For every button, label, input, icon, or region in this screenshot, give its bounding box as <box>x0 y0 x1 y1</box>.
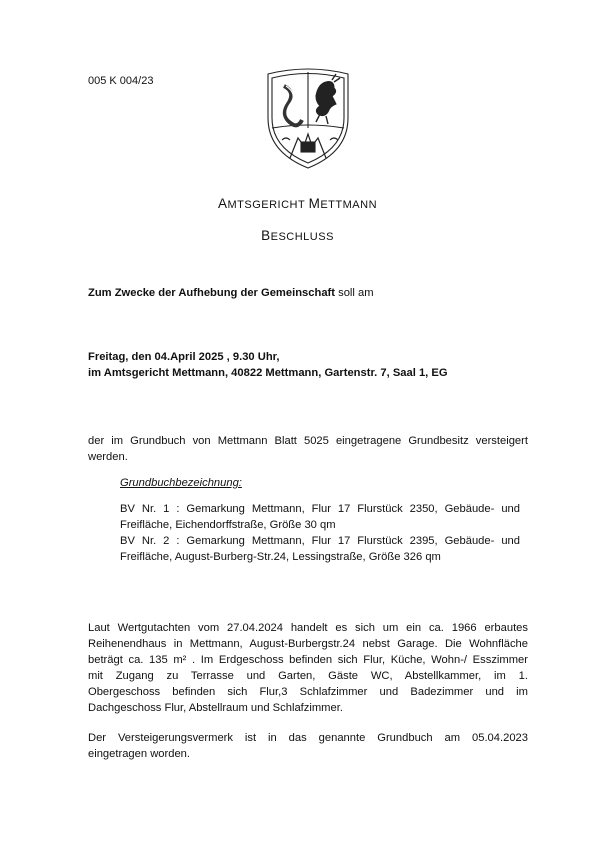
land-register-paragraph: der im Grundbuch von Mettmann Blatt 5025 eingetragene Grundbesitz versteigert werden. <box>88 435 528 463</box>
court-name: AMTSGERICHT METTMANN <box>217 196 378 211</box>
purpose-statement: Zum Zwecke der Aufhebung der Gemeinschaft soll am <box>88 287 374 299</box>
document-title: BESCHLUSS <box>261 228 334 243</box>
auction-location: im Amtsgericht Mettmann, 40822 Mettmann, Gartenstr. 7, Saal 1, EG <box>88 367 448 379</box>
appraisal-paragraph: Laut Wertgutachten vom 27.04.2024 handelt es sich um ein ca. 1966 erbautes Reihenendhaus in Mettmann, August-Burbergstr.24 nebst Garage. Die Wohnfläche beträgt ca. 135 m² . Im Erdgeschoss befinden sich Flur, Küche, Wohn-/ Esszimmer mit Zugang zu Terrasse und Garten, Gäste WC, Abstellkammer, im 1. Obergeschoss befinden sich Flur,3 Schlafzimmer und Badezimmer und im Dachgeschoss Flur, Abstellraum und Schlafzimmer. <box>88 622 528 714</box>
land-register-heading: Grundbuchbezeichnung: <box>120 477 242 489</box>
auction-note-paragraph: Der Versteigerungsvermerk ist in das genannte Grundbuch am 05.04.2023 eingetragen worden. <box>88 732 528 760</box>
case-number: 005 K 004/23 <box>88 75 154 87</box>
parcel-entry-2: BV Nr. 2 : Gemarkung Mettmann, Flur 17 Flurstück 2395, Gebäude- und Freifläche, August-Burberg-Str.24, Lessingstraße, Größe 326 qm <box>120 535 520 563</box>
nrw-coat-of-arms-icon <box>262 66 354 172</box>
auction-date: Freitag, den 04.April 2025 , 9.30 Uhr, <box>88 351 280 363</box>
parcel-entry-1: BV Nr. 1 : Gemarkung Mettmann, Flur 17 Flurstück 2350, Gebäude- und Freifläche, Eichendorffstraße, Größe 30 qm <box>120 503 520 531</box>
